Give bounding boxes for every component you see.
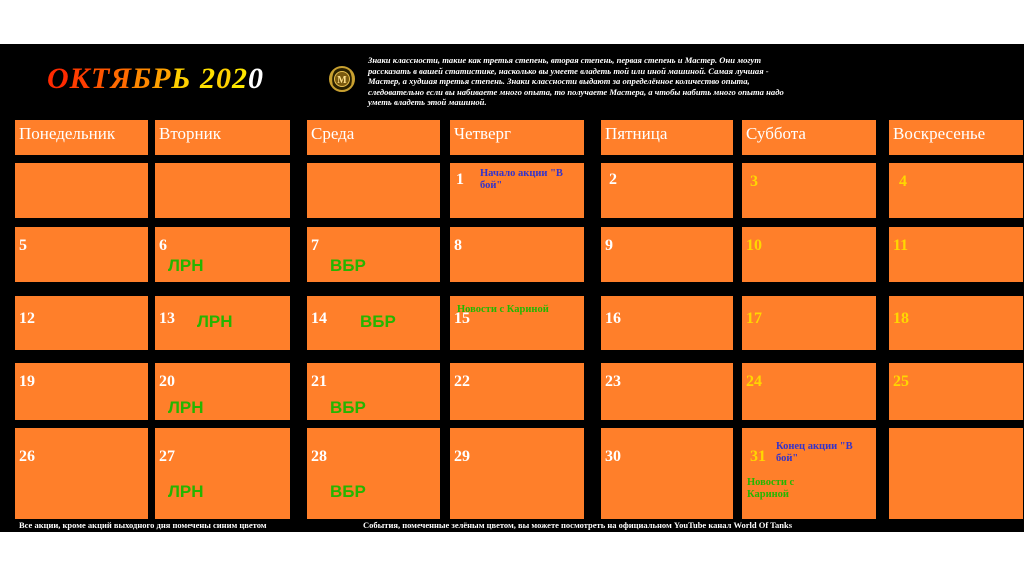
day-number: 1 [456,171,464,188]
day-cell[interactable] [15,227,148,282]
day-number: 28 [311,448,327,465]
title-letter [191,62,200,96]
day-number: 30 [605,448,621,465]
day-number: 4 [899,173,907,190]
day-number: 23 [605,373,621,390]
day-cell[interactable] [307,428,440,519]
weekday-header: Понедельник [15,120,148,155]
calendar-slide [0,44,1024,532]
day-cell[interactable] [742,363,876,420]
event-tag-vbr: ВБР [330,482,366,501]
day-number: 21 [311,373,327,390]
day-number: 20 [159,373,175,390]
title-letter: Ь [171,62,192,95]
day-cell[interactable] [742,227,876,282]
day-cell[interactable] [155,428,290,519]
day-cell[interactable] [601,363,733,420]
day-cell[interactable] [15,296,148,350]
day-cell[interactable] [889,428,1023,519]
day-number: 12 [19,310,35,327]
title-letter: К [69,62,92,95]
title-letter: 0 [215,62,232,95]
day-cell[interactable] [15,363,148,420]
footer-right-note: События, помеченные зелёным цветом, вы можете посмотреть на официальном YouTube канал World Of Tanks [363,520,793,530]
day-number: 22 [454,373,470,390]
event-tag-vbr: ВБР [330,398,366,417]
day-cell[interactable] [450,363,584,420]
title-letter: Я [110,62,133,95]
day-cell[interactable] [889,363,1023,420]
title-letter: 2 [231,62,248,95]
day-cell[interactable] [155,163,290,218]
day-number: 31 [750,448,766,465]
day-number: 6 [159,237,167,254]
day-number: 17 [746,310,762,327]
day-number: 15 [454,310,470,327]
day-number: 18 [893,310,909,327]
day-number: 29 [454,448,470,465]
weekday-header: Пятница [601,120,733,155]
note-news-karina: Новости с Кариной [747,477,795,500]
title-letter: 0 [247,62,264,95]
day-cell[interactable] [889,163,1023,218]
day-number: 7 [311,237,319,254]
class-marks-description: Знаки классности, такие как третья степень, вторая степень, первая степень и Мастер. Они могут рассказать в вашей статистике, насколько вы умеете владеть той или иной машиной. Самая лучшая - Мастер, а худшая третья степень. Знаки классности выдают за определённое количество опыта, следовательно если вы набиваете много опыта, то получаете Мастера, а чтобы набить много опыта надо уметь владеть этой машиной. [368,55,784,108]
day-number: 10 [746,237,762,254]
day-number: 14 [311,310,327,327]
day-number: 26 [19,448,35,465]
day-number: 25 [893,373,909,390]
day-number: 11 [893,237,909,254]
title-letter: Т [91,62,111,95]
day-number: 2 [609,171,617,188]
event-tag-lrn: ЛРН [197,312,233,331]
title-letter: 2 [199,62,216,95]
day-cell[interactable] [889,296,1023,350]
day-cell[interactable] [742,163,876,218]
title-letter: Б [132,62,153,95]
day-cell[interactable] [450,227,584,282]
day-number: 3 [750,173,758,190]
day-cell[interactable] [889,227,1023,282]
title-letter: Р [152,62,172,95]
day-cell[interactable] [601,428,733,519]
weekday-header: Суббота [742,120,876,155]
event-tag-lrn: ЛРН [168,256,204,275]
day-cell[interactable] [450,428,584,519]
weekday-header: Воскресенье [889,120,1023,155]
weekday-header: Вторник [155,120,290,155]
note-news-karina: Новости с Кариной [457,304,549,315]
day-cell[interactable] [15,428,148,519]
day-cell[interactable] [307,227,440,282]
day-cell[interactable] [601,296,733,350]
event-tag-lrn: ЛРН [168,398,204,417]
day-number: 27 [159,448,175,465]
day-number: 13 [159,310,175,327]
mastery-badge-icon [328,65,356,93]
day-cell[interactable] [307,363,440,420]
note-campaign-end: Конец акции "В бой" [776,441,853,464]
day-cell[interactable] [601,227,733,282]
title-letter: О [47,62,70,95]
day-number: 9 [605,237,613,254]
day-number: 19 [19,373,35,390]
svg-text:M: M [337,75,347,86]
day-number: 5 [19,237,27,254]
calendar-title [47,62,264,96]
weekday-header: Четверг [450,120,584,155]
footer-left-note: Все акции, кроме акций выходного дня помечены синим цветом [19,520,267,530]
note-campaign-start: Начало акции "В бой" [480,168,563,191]
day-cell[interactable] [15,163,148,218]
event-tag-lrn: ЛРН [168,482,204,501]
day-cell[interactable] [601,163,733,218]
weekday-header: Среда [307,120,440,155]
day-number: 16 [605,310,621,327]
day-number: 24 [746,373,762,390]
event-tag-vbr: ВБР [330,256,366,275]
day-cell[interactable] [742,296,876,350]
event-tag-vbr: ВБР [360,312,396,331]
day-number: 8 [454,237,462,254]
day-cell[interactable] [307,163,440,218]
